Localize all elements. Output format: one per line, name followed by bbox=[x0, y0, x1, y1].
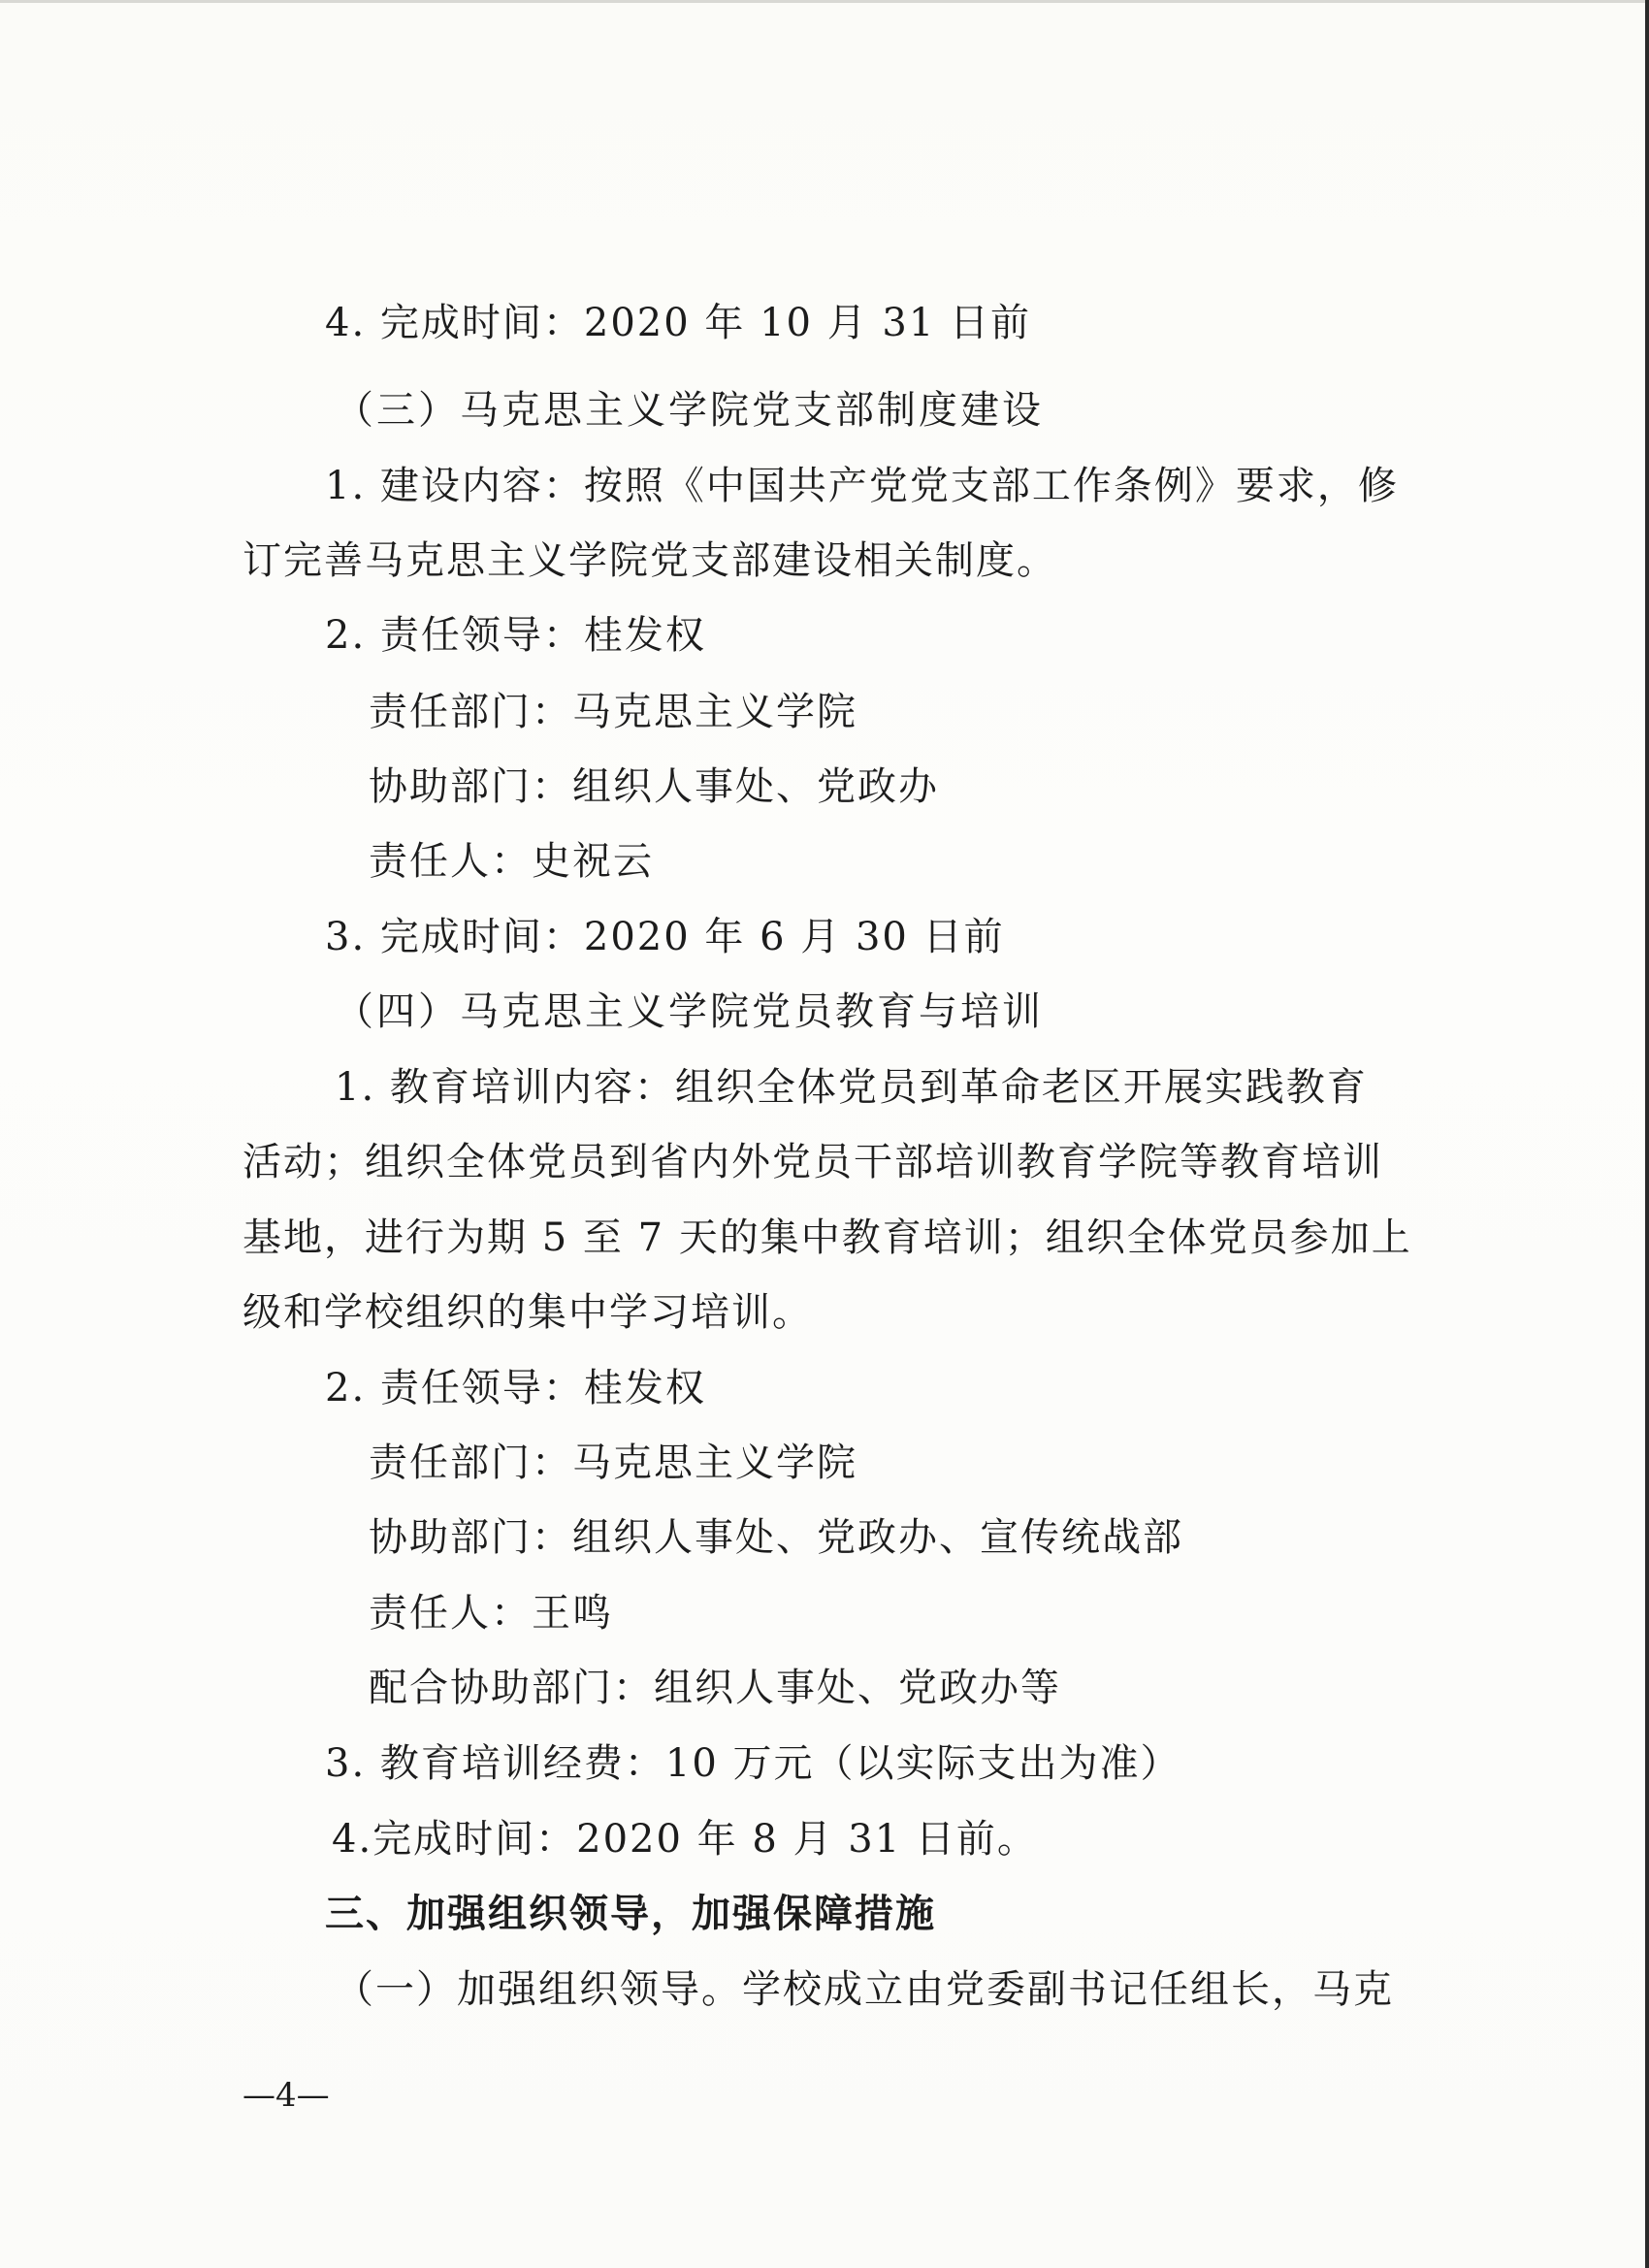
section-heading-3: （三）马克思主义学院党支部制度建设 bbox=[335, 388, 1044, 433]
text-line: 4.完成时间：2020 年 8 月 31 日前。 bbox=[332, 1817, 1038, 1862]
text-line: 1. 建设内容：按照《中国共产党党支部工作条例》要求，修 bbox=[325, 464, 1399, 508]
text-line: 4. 完成时间：2020 年 10 月 31 日前 bbox=[325, 301, 1032, 345]
text-line: 级和学校组织的集中学习培训。 bbox=[242, 1290, 813, 1335]
text-line: 配合协助部门：组织人事处、党政办等 bbox=[369, 1666, 1061, 1710]
text-line: 责任人：王鸣 bbox=[369, 1591, 613, 1636]
text-line: 责任人：史祝云 bbox=[369, 839, 654, 884]
text-line: 1. 教育培训内容：组织全体党员到革命老区开展实践教育 bbox=[335, 1065, 1368, 1110]
text-line: （一）加强组织领导。学校成立由党委副书记任组长，马克 bbox=[335, 1967, 1394, 2012]
section-heading-three: 三、加强组织领导，加强保障措施 bbox=[325, 1892, 936, 1936]
text-line: 活动；组织全体党员到省内外党员干部培训教育学院等教育培训 bbox=[242, 1140, 1383, 1184]
scan-right-edge bbox=[1645, 0, 1649, 2268]
text-line: 订完善马克思主义学院党支部建设相关制度。 bbox=[242, 538, 1057, 583]
text-line: 基地，进行为期 5 至 7 天的集中教育培训；组织全体党员参加上 bbox=[242, 1215, 1412, 1260]
text-line: 2. 责任领导：桂发权 bbox=[325, 1366, 706, 1410]
section-heading-4: （四）马克思主义学院党员教育与培训 bbox=[335, 989, 1044, 1034]
text-line: 协助部门：组织人事处、党政办 bbox=[369, 764, 939, 809]
page-number: —4— bbox=[242, 2076, 330, 2115]
scan-top-edge bbox=[0, 0, 1649, 3]
text-line: 3. 完成时间：2020 年 6 月 30 日前 bbox=[325, 915, 1005, 959]
text-line: 协助部门：组织人事处、党政办、宣传统战部 bbox=[369, 1515, 1183, 1560]
text-line: 责任部门：马克思主义学院 bbox=[369, 1441, 857, 1485]
text-line: 3. 教育培训经费：10 万元（以实际支出为准） bbox=[325, 1741, 1181, 1786]
text-line: 2. 责任领导：桂发权 bbox=[325, 613, 706, 658]
text-line: 责任部门：马克思主义学院 bbox=[369, 690, 857, 734]
